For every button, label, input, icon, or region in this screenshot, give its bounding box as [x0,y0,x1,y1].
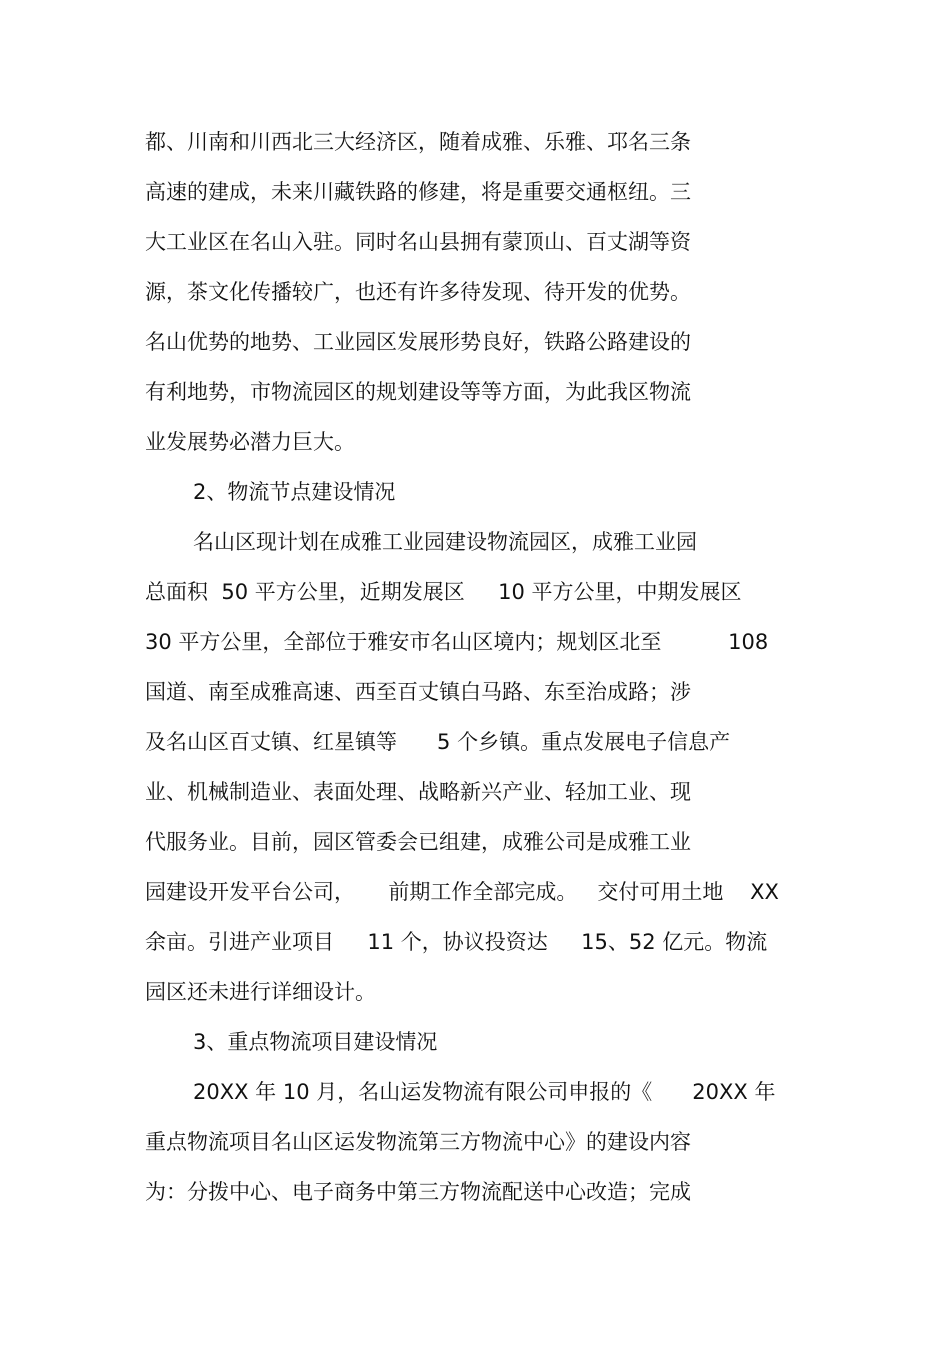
text-line: 20XX 年 10 月，名山运发物流有限公司申报的《 20XX 年 [193,1080,776,1104]
text-line: 国道、南至成雅高速、西至百丈镇白马路、东至治成路；涉 [145,680,691,704]
text-line: 为：分拨中心、电子商务中第三方物流配送中心改造；完成 [145,1180,691,1204]
text-line: 重点物流项目名山区运发物流第三方物流中心》的建设内容 [145,1130,691,1154]
text-line: 代服务业。目前，园区管委会已组建，成雅公司是成雅工业 [145,830,691,854]
text-line: 业、机械制造业、表面处理、战略新兴产业、轻加工业、现 [145,780,691,804]
text-line: 及名山区百丈镇、红星镇等 5 个乡镇。重点发展电子信息产 [145,730,731,754]
text-line: 源，茶文化传播较广，也还有许多待发现、待开发的优势。 [145,280,691,304]
section-heading: 3、重点物流项目建设情况 [193,1030,438,1054]
text-line: 园区还未进行详细设计。 [145,980,376,1004]
text-line: 总面积 50 平方公里，近期发展区 10 平方公里，中期发展区 [145,580,742,604]
text-line: 业发展势必潜力巨大。 [145,430,355,454]
text-line: 名山区现计划在成雅工业园建设物流园区，成雅工业园 [193,530,697,554]
text-line: 大工业区在名山入驻。同时名山县拥有蒙顶山、百丈湖等资 [145,230,691,254]
text-line: 园建设开发平台公司， 前期工作全部完成。 交付可用土地 XX [145,880,779,904]
text-line: 余亩。引进产业项目 11 个，协议投资达 15、52 亿元。物流 [145,930,768,954]
text-line: 名山优势的地势、工业园区发展形势良好，铁路公路建设的 [145,330,691,354]
text-line: 高速的建成，未来川藏铁路的修建，将是重要交通枢纽。三 [145,180,691,204]
text-line: 有利地势，市物流园区的规划建设等等方面，为此我区物流 [145,380,691,404]
text-line: 30 平方公里，全部位于雅安市名山区境内；规划区北至 108 [145,630,769,654]
section-heading: 2、物流节点建设情况 [193,480,396,504]
text-line: 都、川南和川西北三大经济区，随着成雅、乐雅、邛名三条 [145,130,691,154]
